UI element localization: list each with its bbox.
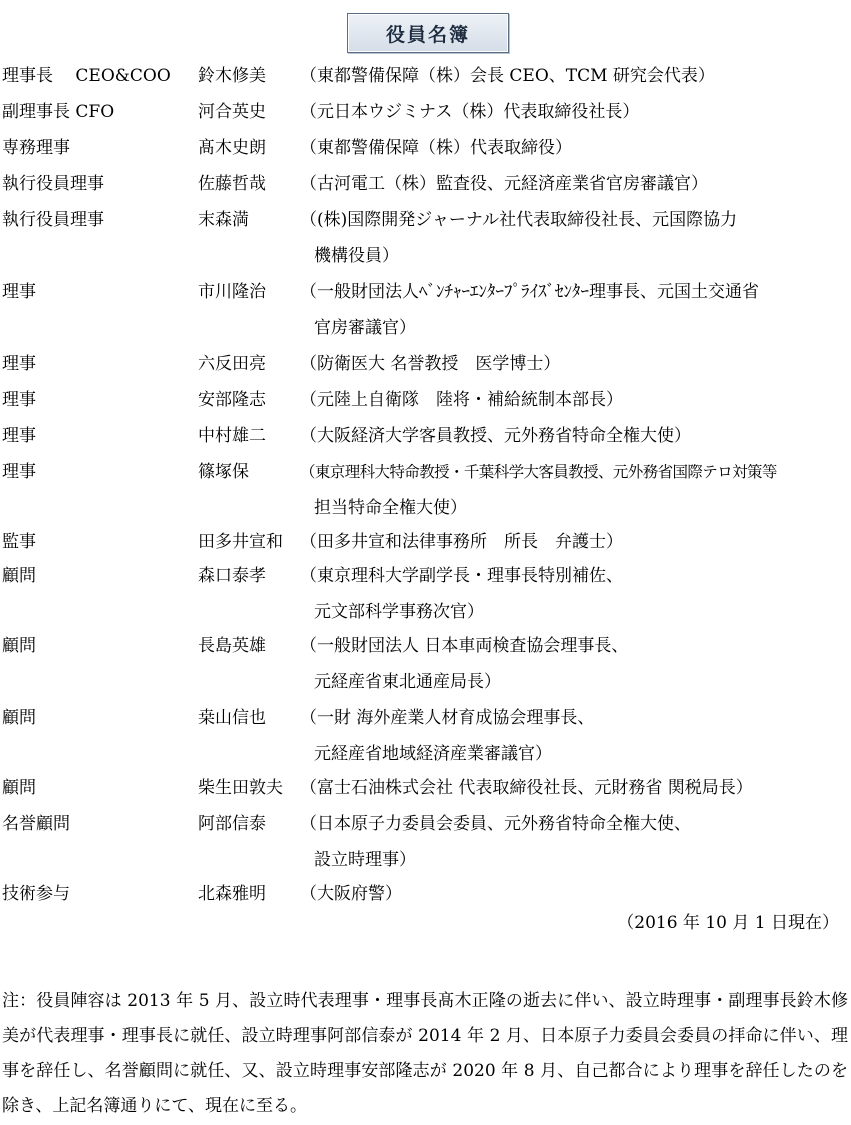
officer-role: 顧問 (2, 708, 36, 728)
officer-affiliation-continued: 機構役員） (314, 246, 399, 266)
officer-name: 末森満 (198, 210, 249, 230)
officer-affiliation: （田多井宣和法律事務所 所長 弁護士） (300, 532, 623, 552)
officer-row (0, 806, 851, 878)
officer-role: 理事 (2, 354, 36, 374)
officer-role: 理事 (2, 462, 36, 482)
officer-row (0, 628, 851, 700)
officer-affiliation-continued: 元文部科学事務次官） (314, 602, 484, 622)
officer-role: 理事 (2, 426, 36, 446)
officer-role: 技術参与 (2, 884, 70, 904)
officer-name: 阿部信泰 (198, 814, 266, 834)
officer-role: 執行役員理事 (2, 210, 104, 230)
officer-role: 副理事長 CFO (2, 102, 115, 122)
officer-affiliation: （日本原子力委員会委員、元外務省特命全権大使、 (300, 814, 691, 834)
officer-role: 監事 (2, 532, 36, 552)
officer-affiliation-continued: 元経産省東北通産局長） (314, 672, 501, 692)
officer-name: 森口泰孝 (198, 566, 266, 586)
officer-row (0, 346, 851, 382)
officer-affiliation: （東京理科大特命教授・千葉科学大客員教授、元外務省国際テロ対策等 (300, 463, 777, 481)
officer-name: 中村雄二 (198, 426, 266, 446)
officer-affiliation: （元日本ウジミナス（株）代表取締役社長） (300, 102, 640, 122)
officer-row (0, 524, 851, 560)
officer-affiliation: （防衛医大 名誉教授 医学博士） (300, 354, 561, 374)
officer-affiliation: （東都警備保障（株）会長 CEO、TCM 研究会代表） (300, 66, 715, 86)
officer-affiliation: （大阪経済大学客員教授、元外務省特命全権大使） (300, 426, 691, 446)
officer-row (0, 130, 851, 166)
footnote: 注：役員陣容は 2013 年 5 月、設立時代表理事・理事長髙木正隆の逝去に伴い、設立時理事・副理事長鈴木修美が代表理事・理事長に就任、設立時理事阿部信泰が 2014 年 2 月、日本原子力委員会委員の拝命に伴い、理事を辞任し、名誉顧問に就任、又、設立時理事安部隆志が 2020 年 8 月、自己都合により理事を辞任したのを除き、上記名簿通りにて、現在に至る。 (2, 991, 848, 1116)
officer-affiliation: （一般財団法人ﾍﾞﾝﾁｬｰｴﾝﾀｰﾌﾟﾗｲｽﾞｾﾝﾀｰ理事長、元国土交通省 (300, 282, 759, 302)
officer-affiliation: （(株)国際開発ジャーナル社代表取締役社長、元国際協力 (300, 210, 738, 230)
officer-name: 北森雅明 (198, 884, 266, 904)
officer-name: 鈴木修美 (198, 66, 266, 86)
officer-affiliation: （東都警備保障（株）代表取締役） (300, 138, 572, 158)
officer-row (0, 94, 851, 130)
officer-affiliation: （一財 海外産業人材育成協会理事長、 (300, 708, 595, 728)
officer-row (0, 202, 851, 274)
officer-row (0, 58, 851, 94)
officer-name: 髙木史朗 (198, 138, 266, 158)
as-of-date: （2016 年 10 月 1 日現在） (617, 913, 839, 933)
officer-row (0, 166, 851, 202)
officer-name: 安部隆志 (198, 390, 266, 410)
officer-row (0, 558, 851, 630)
officer-row (0, 418, 851, 454)
officer-affiliation-continued: 担当特命全権大使） (314, 498, 467, 518)
officer-row (0, 274, 851, 346)
officer-row (0, 454, 851, 526)
page-title: 役員名簿 (347, 13, 509, 53)
officer-role: 顧問 (2, 778, 36, 798)
officer-role: 顧問 (2, 636, 36, 656)
officer-role: 理事長 CEO&COO (2, 66, 171, 86)
officer-affiliation-continued: 官房審議官） (314, 318, 416, 338)
officer-name: 六反田亮 (198, 354, 266, 374)
officer-row (0, 876, 851, 912)
officer-name: 市川隆治 (198, 282, 266, 302)
officer-name: 長島英雄 (198, 636, 266, 656)
officer-name: 桒山信也 (198, 708, 266, 728)
officer-affiliation-continued: 元経産省地域経済産業審議官） (314, 744, 552, 764)
officer-row (0, 770, 851, 806)
officer-row (0, 382, 851, 418)
officer-affiliation: （富士石油株式会社 代表取締役社長、元財務省 関税局長） (300, 778, 753, 798)
officer-row (0, 700, 851, 772)
officer-role: 名誉顧問 (2, 814, 70, 834)
officer-role: 執行役員理事 (2, 174, 104, 194)
officer-affiliation: （一般財団法人 日本車両検査協会理事長、 (300, 636, 629, 656)
officer-role: 顧問 (2, 566, 36, 586)
officer-role: 理事 (2, 390, 36, 410)
officer-affiliation: （東京理科大学副学長・理事長特別補佐、 (300, 566, 623, 586)
officer-name: 柴生田敦夫 (198, 778, 283, 798)
officer-affiliation-continued: 設立時理事） (314, 850, 416, 870)
officer-affiliation: （古河電工（株）監査役、元経済産業省官房審議官） (300, 174, 708, 194)
officer-role: 専務理事 (2, 138, 70, 158)
officer-name: 篠塚保 (198, 462, 249, 482)
officer-role: 理事 (2, 282, 36, 302)
officer-affiliation: （大阪府警） (300, 884, 402, 904)
officer-name: 田多井宣和 (198, 532, 283, 552)
officer-name: 佐藤哲哉 (198, 174, 266, 194)
officer-name: 河合英史 (198, 102, 266, 122)
officer-affiliation: （元陸上自衛隊 陸将・補給統制本部長） (300, 390, 623, 410)
